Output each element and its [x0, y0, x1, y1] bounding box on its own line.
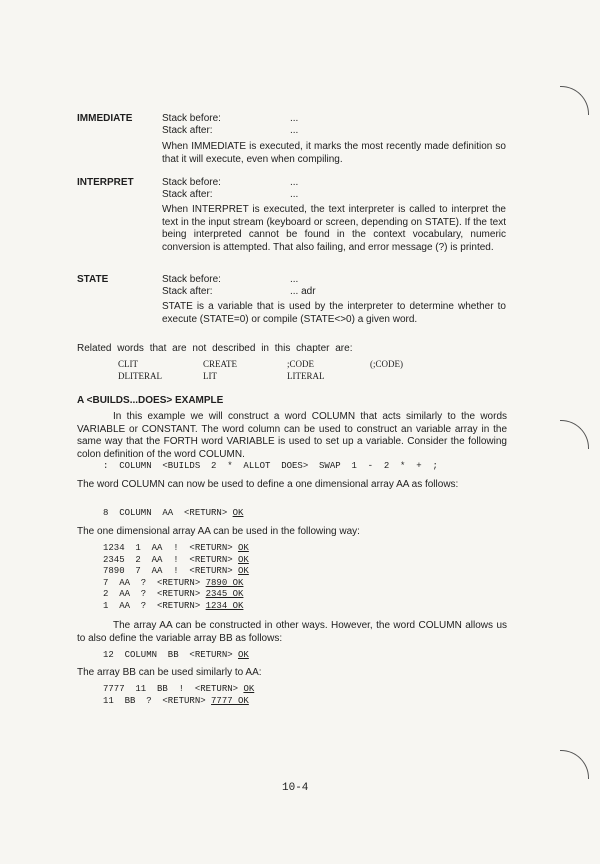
stack-before-label: Stack before:: [162, 177, 221, 188]
example-paragraph-intro: In this example we will construct a word COLUMN that acts similarly to the words VARIABLE or CONSTANT. The word column can be used to construct an variable array in the same way that the FORTH word VARIABLE is used to set up a variable. Consider the following colon definition of the word COLUMN.: [77, 411, 507, 460]
code-text: 8 COLUMN AA <RETURN>: [103, 508, 233, 518]
related-word: LIT: [203, 371, 217, 381]
stack-after-label: Stack after:: [162, 189, 213, 200]
stack-before-label: Stack before:: [162, 274, 221, 285]
code-line-define-aa: [103, 508, 243, 520]
code-text: 12 COLUMN BB <RETURN>: [103, 650, 239, 660]
code-line: [103, 601, 249, 613]
stack-before-value: ...: [290, 274, 299, 285]
ok-response: 7890 OK: [205, 577, 244, 588]
glossary-term-immediate: IMMEDIATE: [77, 113, 133, 124]
glossary-description-interpret: When INTERPRET is executed, the text interpreter is called to interpret the text in the input stream (keyboard or screen, depending on STATE). If the text being interpreted cannot be found in the context vocabulary, numeric conversion is attempted. That also failing, and error message (?) is printed.: [162, 204, 506, 253]
related-words-intro: Related words that are not described in this chapter are:: [77, 343, 353, 354]
code-text: 7890 7 AA ! <RETURN>: [103, 566, 239, 577]
stack-after-label: Stack after:: [162, 125, 213, 136]
page-number: 10-4: [282, 782, 309, 794]
code-line: [103, 696, 254, 708]
example-paragraph-bb-usage: The array BB can be used similarly to AA:: [77, 667, 262, 678]
code-text: 7 AA ? <RETURN>: [103, 577, 206, 588]
ok-response: OK: [238, 554, 249, 565]
code-line-define-bb: [103, 650, 249, 662]
ok-response: 7777 OK: [211, 695, 249, 706]
related-word: CLIT: [118, 359, 138, 369]
related-word: ;CODE: [287, 359, 314, 369]
code-text: 1234 1 AA ! <RETURN>: [103, 543, 239, 553]
page-curl-bottom: [560, 750, 589, 779]
code-text: 2345 2 AA ! <RETURN>: [103, 554, 239, 565]
ok-response: OK: [243, 684, 255, 694]
section-heading: A <BUILDS...DOES> EXAMPLE: [77, 395, 224, 406]
code-line: [103, 684, 254, 696]
stack-after-label: Stack after:: [162, 286, 213, 297]
code-line: [103, 543, 249, 555]
code-line: [103, 566, 249, 578]
usage-code-block: [103, 543, 249, 613]
example-paragraph-bb: The array AA can be constructed in other ways. However, the word COLUMN allows us to also define the variable array BB as follows:: [77, 620, 507, 644]
related-word: (;CODE): [370, 359, 403, 369]
example-paragraph-define: The word COLUMN can now be used to define a one dimensional array AA as follows:: [77, 479, 459, 490]
ok-response: OK: [238, 543, 249, 553]
code-line: [103, 578, 249, 590]
code-text: 7777 11 BB ! <RETURN>: [103, 684, 244, 694]
code-line: [103, 589, 249, 601]
bb-code-block: [103, 684, 254, 707]
stack-after-value: ...: [290, 189, 299, 200]
ok-response: OK: [238, 650, 249, 660]
stack-after-value: ... adr: [290, 286, 316, 297]
related-word: LITERAL: [287, 371, 325, 381]
related-word: DLITERAL: [118, 371, 162, 381]
page-curl-top: [560, 86, 589, 115]
ok-response: 2345 OK: [205, 589, 244, 600]
stack-before-label: Stack before:: [162, 113, 221, 124]
ok-response: OK: [238, 566, 249, 577]
glossary-description-state: STATE is a variable that is used by the interpreter to determine whether to execute (STATE=0) or compile (STATE<>0) a given word.: [162, 301, 506, 325]
page-curl-middle: [560, 420, 589, 449]
code-text: 2 AA ? <RETURN>: [103, 589, 206, 600]
stack-before-value: ...: [290, 113, 299, 124]
code-text: 1 AA ? <RETURN>: [103, 600, 206, 611]
stack-after-value: ...: [290, 125, 299, 136]
example-paragraph-usage: The one dimensional array AA can be used in the following way:: [77, 526, 360, 537]
stack-before-value: ...: [290, 177, 299, 188]
ok-response: OK: [232, 508, 244, 518]
glossary-description-immediate: When IMMEDIATE is executed, it marks the most recently made definition so that it will execute, even when compiling.: [162, 141, 506, 165]
glossary-term-interpret: INTERPRET: [77, 177, 134, 188]
related-word: CREATE: [203, 359, 238, 369]
code-line: [103, 555, 249, 567]
glossary-term-state: STATE: [77, 274, 109, 285]
code-text: 11 BB ? <RETURN>: [103, 695, 212, 706]
ok-response: 1234 OK: [205, 600, 244, 611]
colon-definition: : COLUMN <BUILDS 2 * ALLOT DOES> SWAP 1 - 2 * + ;: [103, 461, 438, 471]
